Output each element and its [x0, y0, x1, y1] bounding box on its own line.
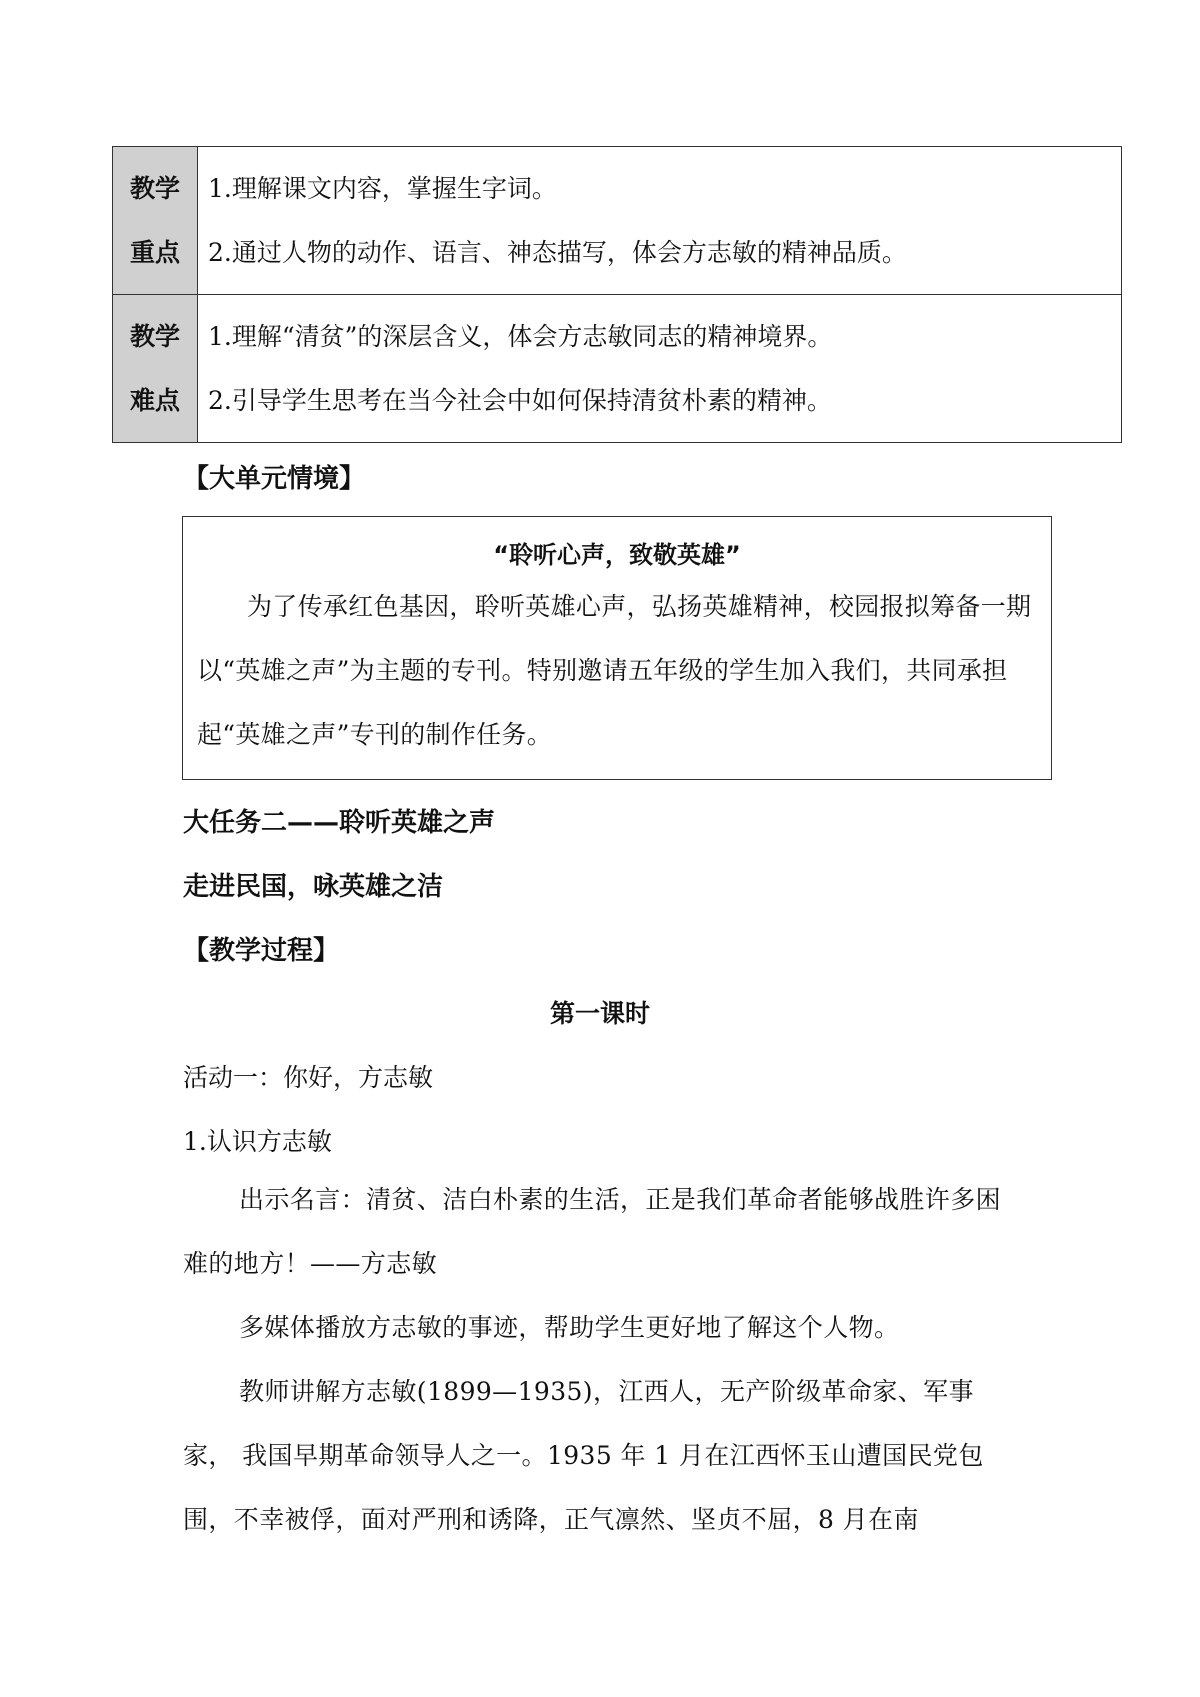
lesson-title: 第一课时: [549, 999, 650, 1028]
task-title: 大任务二——聆听英雄之声: [183, 808, 496, 838]
task-subtitle: 走进民国，咏英雄之洁: [183, 872, 444, 902]
situation-title: “聆听心声，致敬英雄”: [493, 541, 741, 569]
step-title: 1.认识方志敏: [183, 1127, 332, 1156]
teaching-goals-table: [112, 146, 1122, 443]
process-heading: 【教学过程】: [183, 936, 340, 966]
list-item: 1.理解课文内容，掌握生字词。: [208, 173, 557, 203]
table-row-difficulties: [113, 295, 1122, 443]
list-item: 1.理解“清贫”的深层含义，体会方志敏同志的精神境界。: [208, 321, 833, 351]
key-points-content: [198, 147, 1122, 295]
media-paragraph: 多媒体播放方志敏的事迹，帮助学生更好地了解这个人物。: [239, 1313, 900, 1342]
list-item: 2.引导学生思考在当今社会中如何保持清贫朴素的精神。: [208, 385, 832, 415]
key-points-header: 教学 重点: [113, 147, 198, 295]
table-row-key-points: [113, 147, 1122, 295]
bio-paragraph: 教师讲解方志敏(1899—1935)，江西人，无产阶级革命家、军事家， 我国早期革命领导人之一。1935 年 1 月在江西怀玉山遭国民党包围，不幸被俘，面对严刑和诱降，正气凛然、坚贞不屈，8 月在南: [183, 1377, 984, 1534]
list-item: 2.通过人物的动作、语言、神态描写，体会方志敏的精神品质。: [208, 237, 907, 267]
situation-text: 为了传承红色基因，聆听英雄心声，弘扬英雄精神，校园报拟筹备一期以“英雄之声”为主题的专刊。特别邀请五年级的学生加入我们，共同承担起“英雄之声”专刊的制作任务。: [197, 592, 1032, 749]
quote-paragraph: 出示名言：清贫、洁白朴素的生活，正是我们革命者能够战胜许多困难的地方！——方志敏: [183, 1185, 1002, 1278]
difficulties-content: [198, 295, 1122, 443]
difficulties-header: 教学 难点: [113, 295, 198, 443]
situation-box: [182, 516, 1052, 780]
activity-title: 活动一：你好，方志敏: [183, 1063, 434, 1092]
situation-heading: 【大单元情境】: [183, 464, 366, 494]
